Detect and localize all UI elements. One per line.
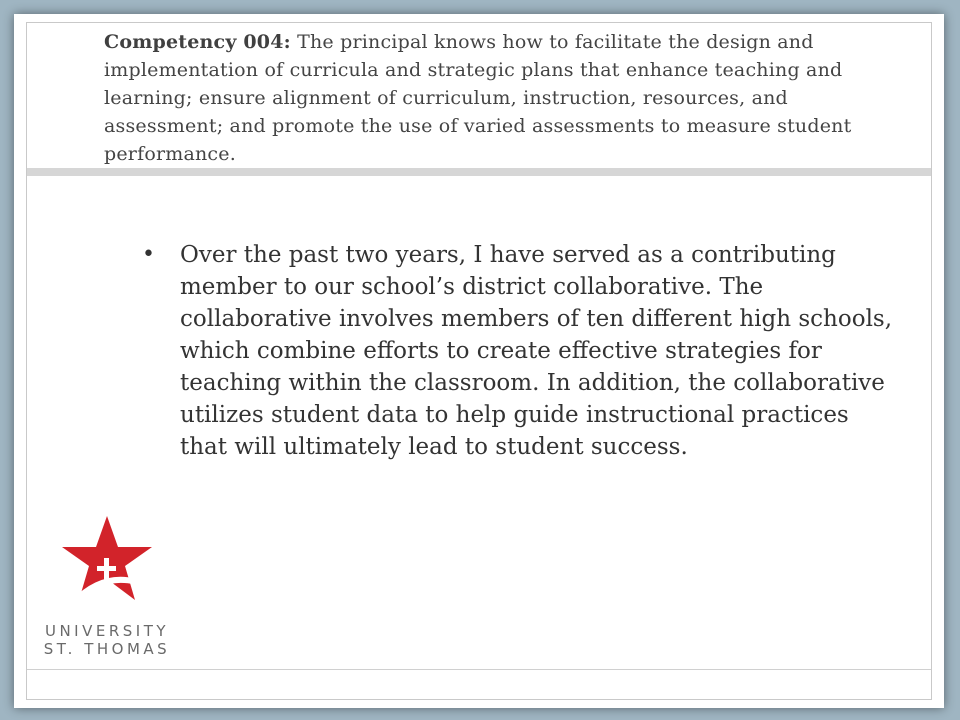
bullet-list [142, 239, 902, 463]
logo-text-line1: UNIVERSITY [44, 622, 170, 640]
bottom-divider [27, 669, 931, 670]
star-cross-icon [28, 506, 186, 622]
slide [14, 14, 944, 708]
bullet-marker: • [142, 242, 155, 267]
slide-title [104, 28, 884, 168]
title-label: Competency 004: [104, 31, 291, 53]
title-text: The principal knows how to facilitate the design and implementation of curricula and strategic plans that enhance teaching and learning; ensure alignment of curriculum, instruction, resources, and assessment; and promote the use of varied assessments to measure student performance. [104, 31, 852, 165]
university-logo [28, 506, 186, 666]
logo-text-line2: ST. THOMAS [43, 640, 171, 658]
list-item [142, 239, 902, 463]
bullet-text: Over the past two years, I have served as a contributing member to our school’s district collaborative. The collaborative involves members of ten different high schools, which combine efforts to create effective strategies for teaching within the classroom. In addition, the collaborative utilizes student data to help guide instructional practices that will ultimately lead to student success. [180, 242, 893, 460]
title-divider [27, 168, 931, 176]
